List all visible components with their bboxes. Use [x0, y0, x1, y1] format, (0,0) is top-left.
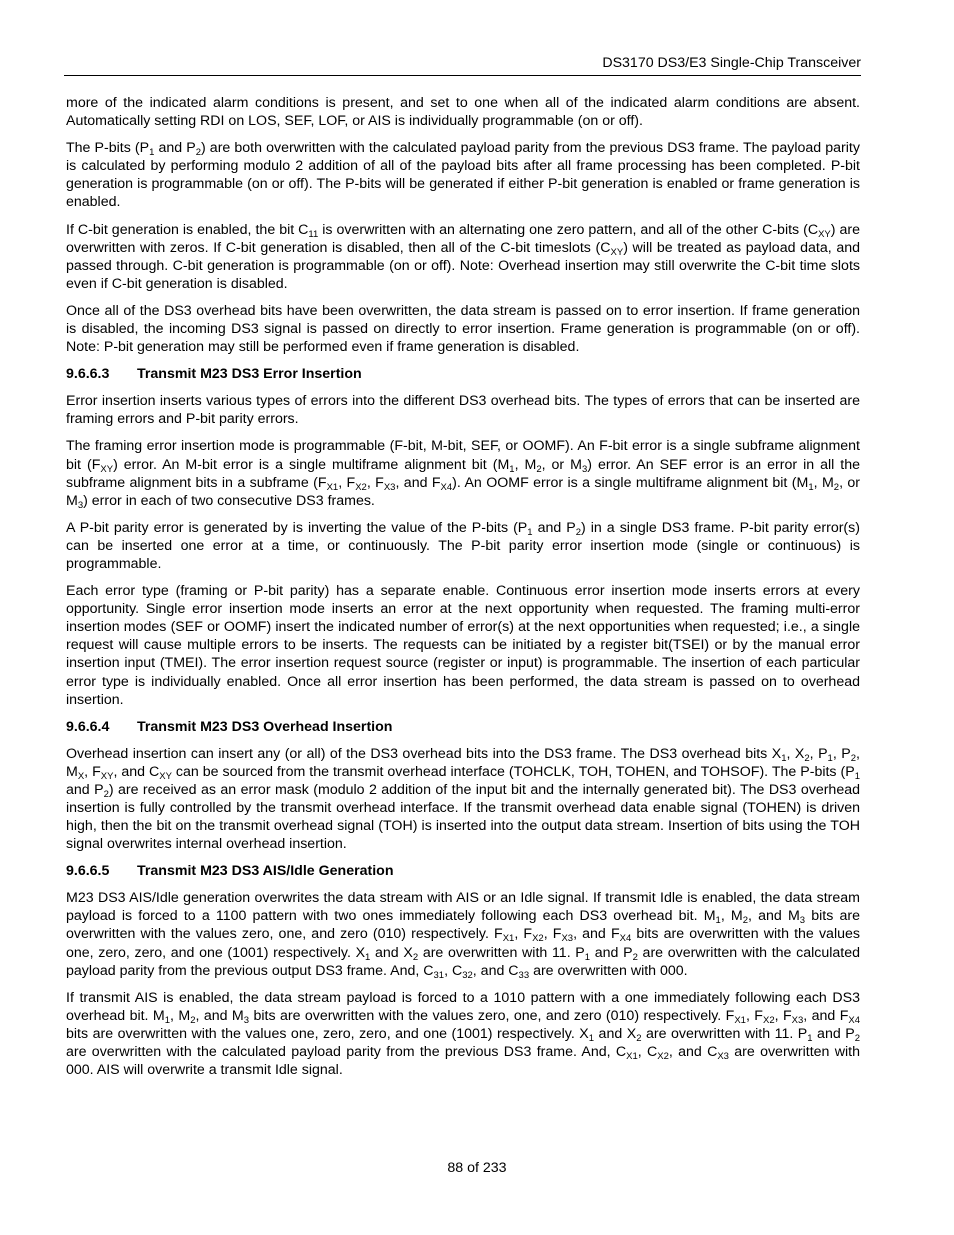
section-title: Transmit M23 DS3 AIS/Idle Generation: [137, 863, 394, 880]
paragraph: The P-bits ($P_1$ and $P_2$) are both overwritten with the calculated payload parity from the previous DS3 frame. The payload parity is calculated by performing modulo 2 addition of all of the payload bits after all frame processing has been completed. P-bit generation is programmable (on or off). The P-bits will be generated if either P-bit generation is enabled or frame generation is enabled.: [66, 140, 860, 211]
paragraph: If transmit AIS is enabled, the data stream payload is forced to a 1010 pattern with a one immediately following each DS3 overhead bit. $M_1$, $M_2$, and $M_3$ bits are overwritten with the values zero, one, and zero (010) respectively. $F_{X1}$, $F_{X2}$, $F_{X3}$, and $F_{X4}$ bits are overwritten with the values one, zero, zero, and one (1001) respectively. $X_1$ and $X_2$ are overwritten with 11. $P_1$ and $P_2$ are overwritten with the calculated payload parity from the previous DS3 frame. And, $C_{X1}$, $C_{X2}$, and $C_{X3}$ are overwritten with 000. AIS will overwrite a transmit Idle signal.: [66, 989, 860, 1079]
paragraph: more of the indicated alarm conditions is present, and set to one when all of the indicated alarm conditions are absent. Automatically setting RDI on LOS, SEF, LOF, or AIS is individually programmable (on or off).: [66, 95, 860, 130]
paragraph: Each error type (framing or P-bit parity) has a separate enable. Continuous error insertion mode inserts errors at every opportunity. Single error insertion mode inserts an error at the next opportunity when requested. The framing multi-error insertion modes (SEF or OOMF) insert the indicated number of error(s) at the next opportunities when requested; i.e., a single request will cause multiple errors to be inserts. The requests can be initiated by a register bit(TSEI) or by the manual error insertion input (TMEI). The error insertion request source (register or input) is programmable. The insertion of each particular error type is individually enabled. Once all error insertion has been performed, the data stream is passed on to overhead insertion.: [66, 583, 860, 708]
paragraph: If C-bit generation is enabled, the bit $C_{11}$ is overwritten with an alternating one zero pattern, and all of the other C-bits $(C_{XY})$ are overwritten with zeros. If C-bit generation is disabled, then all of the C-bit timeslots $(C_{XY})$ will be treated as payload data, and passed through. C-bit generation is programmable (on or off). Note: Overhead insertion may still overwrite the C-bit time slots even if C-bit generation is disabled.: [66, 221, 860, 292]
section-title: Transmit M23 DS3 Overhead Insertion: [137, 718, 393, 735]
paragraph: Overhead insertion can insert any (or all) of the DS3 overhead bits into the DS3 frame. The DS3 overhead bits $X_1$, $X_2$, $P_1$, $P_2$, $M_X$, $F_{XY}$, and $C_{XY}$ can be sourced from the transmit overhead interface (TOHCLK, TOH, TOHEN, and TOHSOF). The P-bits ($P_1$ and $P_2$) are received as an error mask (modulo 2 addition of the input bit and the internally generated bit). The DS3 overhead insertion is fully controlled by the transmit overhead interface. If the transmit overhead data enable signal (TOHEN) is driven high, then the bit on the transmit overhead signal (TOH) is inserted into the output data stream. Insertion of bits using the TOH signal overwrites internal overhead insertion.: [66, 745, 860, 853]
section-title: Transmit M23 DS3 Error Insertion: [137, 366, 362, 383]
header-divider: [64, 75, 861, 76]
section-number: 9.6.6.5: [66, 863, 110, 880]
paragraph: The framing error insertion mode is programmable (F-bit, M-bit, SEF, or OOMF). An F-bit error is a single subframe alignment bit $(F_{XY})$ error. An M-bit error is a single multiframe alignment bit ($M_1$, $M_2$, or $M_3$) error. An SEF error is an error in all the subframe alignment bits in a subframe ($F_{X1}$, $F_{X2}$, $F_{X3}$, and $F_{X4}$). An OOMF error is a single multiframe alignment bit ($M_1$, $M_2$, or $M_3$) error in each of two consecutive DS3 frames.: [66, 438, 861, 511]
document-header-title: DS3170 DS3/E3 Single-Chip Transceiver: [602, 55, 861, 71]
section-number: 9.6.6.4: [66, 718, 110, 735]
section-heading: [66, 718, 860, 736]
paragraph: Once all of the DS3 overhead bits have been overwritten, the data stream is passed on to error insertion. If frame generation is disabled, the incoming DS3 signal is passed on directly to error insertion. Frame generation is programmable (on or off). Note: P-bit generation may still be performed even if frame generation is disabled.: [66, 302, 860, 356]
section-heading: [66, 862, 860, 880]
section-heading: [66, 365, 860, 383]
paragraph: M23 DS3 AIS/Idle generation overwrites the data stream with AIS or an Idle signal. If transmit Idle is enabled, the data stream payload is forced to a 1100 pattern with two ones immediately following each DS3 overhead bit. $M_1$, $M_2$, and $M_3$ bits are overwritten with the values zero, one, and zero (010) respectively. $F_{X1}$, $F_{X2}$, $F_{X3}$, and $F_{X4}$ bits are overwritten with the values one, zero, zero, and one (1001) respectively. $X_1$ and $X_2$ are overwritten with 11. $P_1$ and $P_2$ are overwritten with the calculated payload parity from the previous output DS3 frame. And, $C_{31}$, $C_{32}$, and $C_{33}$ are overwritten with 000.: [66, 890, 860, 981]
page-number: 88 of 233: [447, 1160, 507, 1176]
document-body: [66, 94, 860, 1088]
section-number: 9.6.6.3: [66, 366, 110, 383]
paragraph: Error insertion inserts various types of errors into the different DS3 overhead bits. The types of errors that can be inserted are framing errors and P-bit parity errors.: [66, 393, 860, 428]
paragraph: A P-bit parity error is generated by is inverting the value of the P-bits ($P_1$ and $P_2$) in a single DS3 frame. P-bit parity error(s) can be inserted one error at a time, or continuously. The P-bit parity error insertion mode (single or continuous) is programmable.: [66, 519, 860, 572]
